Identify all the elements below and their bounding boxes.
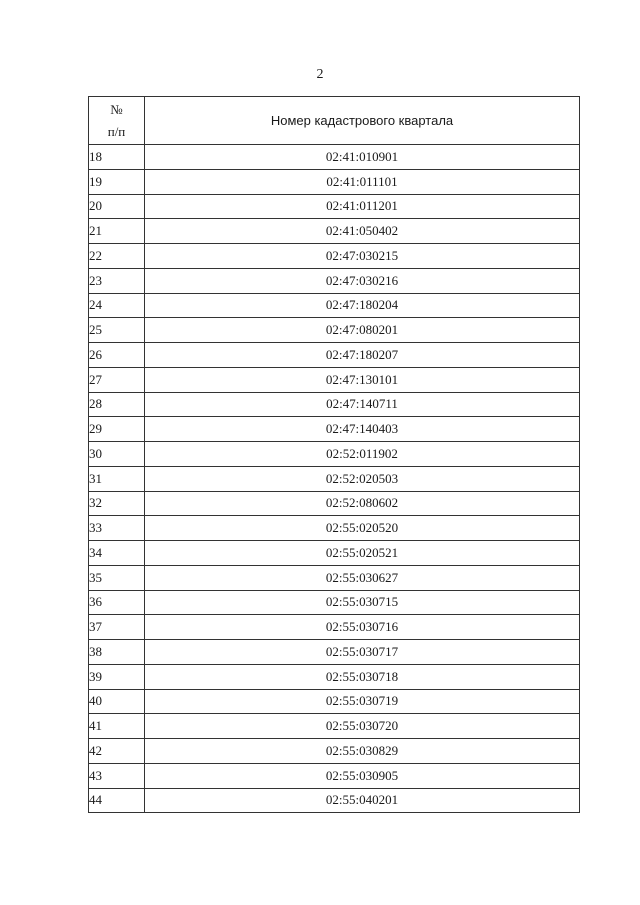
table-row: [89, 367, 580, 392]
cadastral-quarter-number: 02:55:040201: [145, 788, 580, 813]
table-row: [89, 417, 580, 442]
cadastral-quarter-number: 02:47:180207: [145, 343, 580, 368]
table-row: [89, 714, 580, 739]
row-number: 44: [89, 788, 145, 813]
table-row: [89, 392, 580, 417]
row-number: 33: [89, 516, 145, 541]
table-row: [89, 318, 580, 343]
row-number: 27: [89, 367, 145, 392]
row-number: 40: [89, 689, 145, 714]
table-row: [89, 343, 580, 368]
row-number: 23: [89, 268, 145, 293]
row-number: 25: [89, 318, 145, 343]
row-number: 42: [89, 739, 145, 764]
row-number: 28: [89, 392, 145, 417]
row-number: 18: [89, 145, 145, 170]
cadastral-quarter-number: 02:47:130101: [145, 367, 580, 392]
table-row: [89, 219, 580, 244]
table-row: [89, 788, 580, 813]
table-row: [89, 169, 580, 194]
cadastral-quarter-number: 02:55:030717: [145, 640, 580, 665]
row-number: 24: [89, 293, 145, 318]
cadastral-quarter-number: 02:55:030829: [145, 739, 580, 764]
row-number: 35: [89, 565, 145, 590]
cadastral-quarter-number: 02:41:011201: [145, 194, 580, 219]
number-column-header: [89, 97, 145, 145]
table-row: [89, 689, 580, 714]
table-body: [89, 145, 580, 813]
table-row: [89, 268, 580, 293]
row-number: 22: [89, 244, 145, 269]
cadastral-quarter-number: 02:47:140403: [145, 417, 580, 442]
cadastral-quarters-table: [88, 96, 580, 813]
row-number: 39: [89, 664, 145, 689]
row-number: 43: [89, 763, 145, 788]
row-number: 19: [89, 169, 145, 194]
row-number: 36: [89, 590, 145, 615]
table-row: [89, 664, 580, 689]
row-number: 41: [89, 714, 145, 739]
cadastral-quarter-number: 02:55:020520: [145, 516, 580, 541]
cadastral-quarter-number: 02:41:010901: [145, 145, 580, 170]
page-number: 2: [316, 67, 324, 82]
cadastral-quarter-number: 02:47:180204: [145, 293, 580, 318]
cadastral-quarter-number: 02:55:030905: [145, 763, 580, 788]
table-row: [89, 293, 580, 318]
cadastral-quarter-number: 02:41:050402: [145, 219, 580, 244]
table-row: [89, 541, 580, 566]
cadastral-quarter-number: 02:47:030215: [145, 244, 580, 269]
row-number: 30: [89, 442, 145, 467]
row-number: 20: [89, 194, 145, 219]
row-number: 21: [89, 219, 145, 244]
table-row: [89, 640, 580, 665]
table-row: [89, 565, 580, 590]
row-number: 38: [89, 640, 145, 665]
cadastral-quarter-number: 02:55:030716: [145, 615, 580, 640]
row-number: 29: [89, 417, 145, 442]
table-header-row: [89, 97, 580, 145]
table-row: [89, 194, 580, 219]
row-number: 37: [89, 615, 145, 640]
cadastral-quarter-number: 02:47:030216: [145, 268, 580, 293]
cadastral-quarter-number: 02:55:030718: [145, 664, 580, 689]
number-header-line2: п/п: [107, 123, 126, 139]
cadastral-quarter-number: 02:41:011101: [145, 169, 580, 194]
cadastral-quarter-number: 02:55:020521: [145, 541, 580, 566]
cadastral-quarter-number: 02:55:030719: [145, 689, 580, 714]
cadastral-quarter-number: 02:52:020503: [145, 466, 580, 491]
cadastral-quarter-number: 02:55:030715: [145, 590, 580, 615]
table-row: [89, 145, 580, 170]
table-row: [89, 466, 580, 491]
table-row: [89, 615, 580, 640]
table-row: [89, 590, 580, 615]
cadastral-quarter-number: 02:55:030627: [145, 565, 580, 590]
table-row: [89, 244, 580, 269]
table-row: [89, 739, 580, 764]
code-column-header: Номер кадастрового квартала: [145, 97, 580, 145]
row-number: 31: [89, 466, 145, 491]
table-row: [89, 763, 580, 788]
table-row: [89, 491, 580, 516]
cadastral-quarter-number: 02:52:080602: [145, 491, 580, 516]
cadastral-quarter-number: 02:47:080201: [145, 318, 580, 343]
cadastral-quarter-number: 02:47:140711: [145, 392, 580, 417]
number-header-line1: №: [110, 101, 123, 117]
table-row: [89, 442, 580, 467]
row-number: 34: [89, 541, 145, 566]
table-row: [89, 516, 580, 541]
cadastral-quarter-number: 02:55:030720: [145, 714, 580, 739]
cadastral-quarter-number: 02:52:011902: [145, 442, 580, 467]
row-number: 26: [89, 343, 145, 368]
row-number: 32: [89, 491, 145, 516]
